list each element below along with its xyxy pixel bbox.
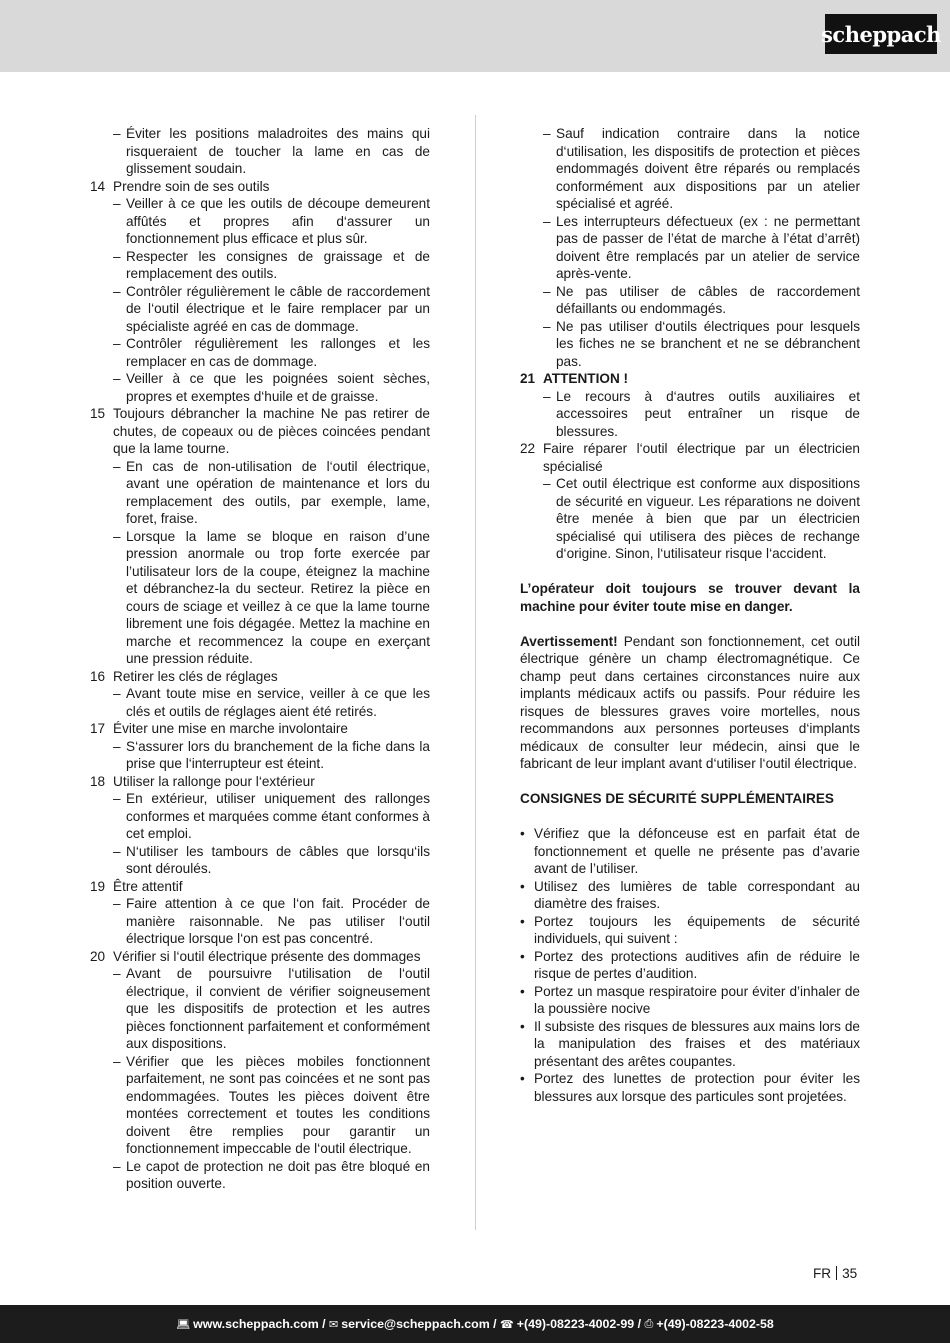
item-text: S‘assurer lors du branchement de la fiche dans la prise que l‘interrupteur est éteint. — [126, 738, 430, 771]
left-column — [90, 125, 430, 1193]
footer-email[interactable]: service@scheppach.com — [341, 1317, 490, 1331]
bullet-text: Portez des protections auditives afin de réduire le risque de pertes d’audition. — [534, 948, 860, 981]
dash-item — [90, 965, 430, 1053]
dash-marker: – — [543, 318, 551, 334]
item-text: Contrôler régulièrement les rallonges et les remplacer en cas de dommage. — [126, 336, 430, 369]
emf-warning — [520, 633, 860, 773]
dash-item — [520, 125, 860, 213]
dash-item — [90, 528, 430, 668]
footer-fax: +(49)-08223-4002-58 — [656, 1317, 774, 1331]
bullet-item — [520, 913, 860, 948]
bullet-item — [520, 983, 860, 1018]
item-number: 15 — [90, 406, 106, 421]
bullet-marker: • — [520, 878, 525, 894]
dash-marker: – — [113, 336, 121, 351]
page-lang: FR — [813, 1266, 832, 1281]
mail-icon: ✉︎ — [329, 1318, 339, 1331]
dash-marker: – — [113, 1053, 121, 1069]
dash-marker: – — [113, 896, 121, 911]
item-text: Respecter les consignes de graissage et de remplacement des outils. — [126, 248, 430, 281]
dash-marker: – — [113, 791, 121, 806]
item-text: Lorsque la lame se bloque en raison d’une pression anormale ou trop forte exercée par l’utilisateur lors de la coupe, éteignez la machine et débranchez-la du secteur. Retirez la pièce en cours de sciage et veillez à ce que la lame tourne librement une fois dégagée. Mettez la machine en marche et recommencez la coupe en exerçant une pression réduite. — [126, 528, 430, 666]
item-text: Veiller à ce que les outils de découpe demeurent affûtés et propres afin d‘assurer un fonctionnement plus efficace et plus sûr. — [126, 196, 430, 246]
dash-item — [90, 895, 430, 948]
footer-bar — [0, 1305, 950, 1343]
item-text: Ne pas utiliser de câbles de raccordement défaillants ou endommagés. — [556, 283, 860, 316]
page-num-value: 35 — [842, 1266, 858, 1281]
header-band — [0, 0, 950, 72]
item-text: Le capot de protection ne doit pas être bloqué en position ouverte. — [126, 1158, 430, 1191]
dash-item — [90, 790, 430, 843]
item-text: En extérieur, utiliser uniquement des rallonges conformes et marquées comme étant conformes à cet emploi. — [126, 791, 430, 841]
item-text: ATTENTION ! — [543, 371, 629, 386]
bullet-item — [520, 878, 860, 913]
numbered-item — [90, 773, 430, 791]
dash-marker: – — [543, 476, 551, 491]
dash-marker: – — [113, 966, 121, 981]
bullet-item — [520, 948, 860, 983]
bullet-marker: • — [520, 1018, 525, 1034]
numbered-item — [90, 405, 430, 458]
numbered-item — [520, 370, 860, 388]
item-text: Vérifier que les pièces mobiles fonctionnent parfaitement, ne sont pas coincées et ne sont pas endommagées. Toutes les pièces doivent être montées correctement et toutes les conditions doivent être remplies pour garantir un fonctionnement impeccable de l‘outil électrique. — [126, 1053, 430, 1156]
item-text: Faire attention à ce que l‘on fait. Procéder de manière raisonnable. Ne pas utiliser l‘outil électrique lorsque l‘on est pas concentré. — [126, 896, 430, 946]
item-text: Ne pas utiliser d‘outils électriques pour lesquels les fiches ne se branchent et ne se débranchent pas. — [556, 318, 860, 369]
dash-item — [90, 685, 430, 720]
dash-marker: – — [543, 126, 551, 141]
dash-marker: – — [113, 738, 121, 754]
dash-item — [90, 738, 430, 773]
dash-marker: – — [113, 686, 121, 701]
numbered-item — [90, 948, 430, 966]
footer-separator: / — [634, 1317, 645, 1331]
dash-marker: – — [113, 843, 121, 859]
item-text: Être attentif — [113, 878, 183, 894]
dash-item — [90, 335, 430, 370]
item-text: Vérifier si l‘outil électrique présente des dommages — [113, 948, 421, 964]
numbered-item — [90, 668, 430, 686]
scheppach-logo — [821, 14, 941, 54]
item-text: Avant toute mise en service, veiller à ce que les clés et outils de réglages aient été retirés. — [126, 686, 430, 719]
item-text: Prendre soin de ses outils — [113, 178, 270, 194]
logo-text: scheppach — [821, 21, 941, 47]
right-column-list — [520, 125, 860, 563]
item-text: N‘utiliser les tambours de câbles que lorsqu‘ils sont déroulés. — [126, 843, 430, 876]
fax-icon: ⎙︎ — [644, 1317, 654, 1330]
item-text: Retirer les clés de réglages — [113, 668, 278, 684]
dash-item — [90, 125, 430, 178]
dash-item — [520, 318, 860, 371]
dash-marker: – — [113, 248, 121, 264]
dash-item — [520, 283, 860, 318]
bullet-text: Utilisez des lumières de table correspondant au diamètre des fraises. — [534, 878, 860, 911]
numbered-item — [90, 178, 430, 196]
dash-item — [90, 458, 430, 528]
item-text: Éviter une mise en marche involontaire — [113, 721, 348, 736]
column-divider — [475, 115, 476, 1230]
bullet-marker: • — [520, 1071, 525, 1086]
bullet-item — [520, 1018, 860, 1071]
phone-icon: ☎︎ — [500, 1318, 514, 1331]
extra-safety-list — [520, 825, 860, 1105]
bullet-text: Portez toujours les équipements de sécurité individuels, qui suivent : — [534, 913, 860, 946]
dash-item — [520, 475, 860, 563]
dash-item — [90, 370, 430, 405]
item-text: Toujours débrancher la machine Ne pas retirer de chutes, de copeaux ou de pièces coincées pendant que la lame tourne. — [113, 406, 430, 456]
item-number: 19 — [90, 878, 106, 894]
dash-marker: – — [113, 283, 121, 299]
item-text: Éviter les positions maladroites des mains qui risqueraient de toucher la lame en cas de glissement soudain. — [126, 126, 430, 176]
item-number: 20 — [90, 948, 106, 964]
item-text: Le recours à d‘autres outils auxiliaires et accessoires peut entraîner un risque de blessures. — [556, 388, 860, 439]
dash-marker: – — [113, 371, 121, 386]
warning-text: Pendant son fonctionnement, cet outil électrique génère un champ électromagnétique. Ce champ peut dans certaines circonstances nuire aux implants médicaux actifs ou passifs. Pour réduire les risques de blessures graves voire mortelles, nous recommandons aux personnes porteuses d‘implants médicaux de consulter leur médecin, ainsi que le fabricant de leur implant avant d‘utiliser l‘outil électrique. — [520, 633, 860, 771]
footer-separator: / — [318, 1317, 330, 1331]
bullet-item — [520, 825, 860, 878]
page-number — [813, 1266, 857, 1281]
bullet-marker: • — [520, 826, 525, 841]
item-number: 21 — [520, 371, 536, 386]
dash-item — [90, 248, 430, 283]
item-text: Faire réparer l‘outil électrique par un électricien spécialisé — [543, 441, 860, 474]
dash-marker: – — [543, 388, 551, 404]
bullet-marker: • — [520, 983, 525, 999]
footer-phone: +(49)-08223-4002-99 — [516, 1317, 635, 1331]
item-number: 22 — [520, 441, 536, 456]
bullet-marker: • — [520, 948, 525, 964]
dash-item — [90, 1158, 430, 1193]
item-number: 17 — [90, 721, 106, 736]
dash-item — [520, 388, 860, 441]
dash-item — [90, 195, 430, 248]
dash-marker: – — [113, 458, 121, 474]
item-text: En cas de non-utilisation de l‘outil électrique, avant une opération de maintenance et lors du remplacement des outils, par exemple, lame, foret, fraise. — [126, 458, 430, 526]
dash-item — [90, 843, 430, 878]
bullet-text: Portez des lunettes de protection pour éviter les blessures aux lorsque des particules sont projetées. — [534, 1071, 860, 1104]
item-text: Avant de poursuivre l‘utilisation de l‘outil électrique, il convient de vérifier soigneusement que les dispositifs de protection et les autres pièces fonctionnent parfaitement et conformément aux dispositions. — [126, 966, 430, 1051]
numbered-item — [520, 440, 860, 475]
dash-marker: – — [113, 196, 121, 211]
item-text: Les interrupteurs défectueux (ex : ne permettant pas de passer de l’état de marche à l’état d’arrêt) doivent être remplacés par un atelier de service après-vente. — [556, 213, 860, 281]
warning-label: Avertissement! — [520, 633, 618, 649]
bullet-marker: • — [520, 913, 525, 929]
numbered-item — [90, 878, 430, 896]
dash-marker: – — [113, 1158, 121, 1174]
item-text: Contrôler régulièrement le câble de raccordement de l‘outil électrique et le faire remplacer par un spécialiste agréé en cas de dommage. — [126, 283, 430, 334]
dash-marker: – — [113, 126, 121, 141]
bullet-text: Il subsiste des risques de blessures aux mains lors de la manipulation des fraises et des matériaux présentant des arêtes coupantes. — [534, 1018, 860, 1069]
item-number: 16 — [90, 668, 106, 684]
item-text: Sauf indication contraire dans la notice d‘utilisation, les dispositifs de protection et pièces endommagés doivent être réparés ou remplacés conformément aux dispositions par un atelier spécialisé et agréé. — [556, 126, 860, 211]
item-text: Veiller à ce que les poignées soient sèches, propres et exemptes d‘huile et de graisse. — [126, 371, 430, 404]
item-number: 14 — [90, 178, 106, 194]
extra-safety-heading: CONSIGNES DE SÉCURITÉ SUPPLÉMENTAIRES — [520, 791, 834, 806]
footer-website[interactable]: www.scheppach.com — [193, 1317, 319, 1331]
footer-separator: / — [489, 1317, 501, 1331]
dash-item — [520, 213, 860, 283]
bullet-text: Portez un masque respiratoire pour éviter d’inhaler de la poussière nocive — [534, 983, 860, 1016]
operator-notice: L’opérateur doit toujours se trouver devant la machine pour éviter toute mise en danger. — [520, 581, 860, 614]
right-column — [520, 125, 860, 1105]
item-text: Utiliser la rallonge pour l‘extérieur — [113, 773, 315, 789]
item-text: Cet outil électrique est conforme aux dispositions de sécurité en vigueur. Les réparations ne doivent être menée à bien que par un électricien spécialisé qui utilisera des pièces de rechange d‘origine. Sinon, l‘utilisateur risque l‘accident. — [556, 476, 860, 561]
dash-marker: – — [543, 283, 551, 299]
numbered-item — [90, 720, 430, 738]
bullet-text: Vérifiez que la défonceuse est en parfait état de fonctionnement et quelle ne présente pas d’avarie avant de l’utiliser. — [534, 826, 860, 876]
dash-marker: – — [113, 528, 121, 544]
computer-icon: 💻︎ — [176, 1318, 191, 1331]
dash-item — [90, 1053, 430, 1158]
item-number: 18 — [90, 773, 106, 789]
bullet-item — [520, 1070, 860, 1105]
dash-marker: – — [543, 213, 551, 229]
dash-item — [90, 283, 430, 336]
